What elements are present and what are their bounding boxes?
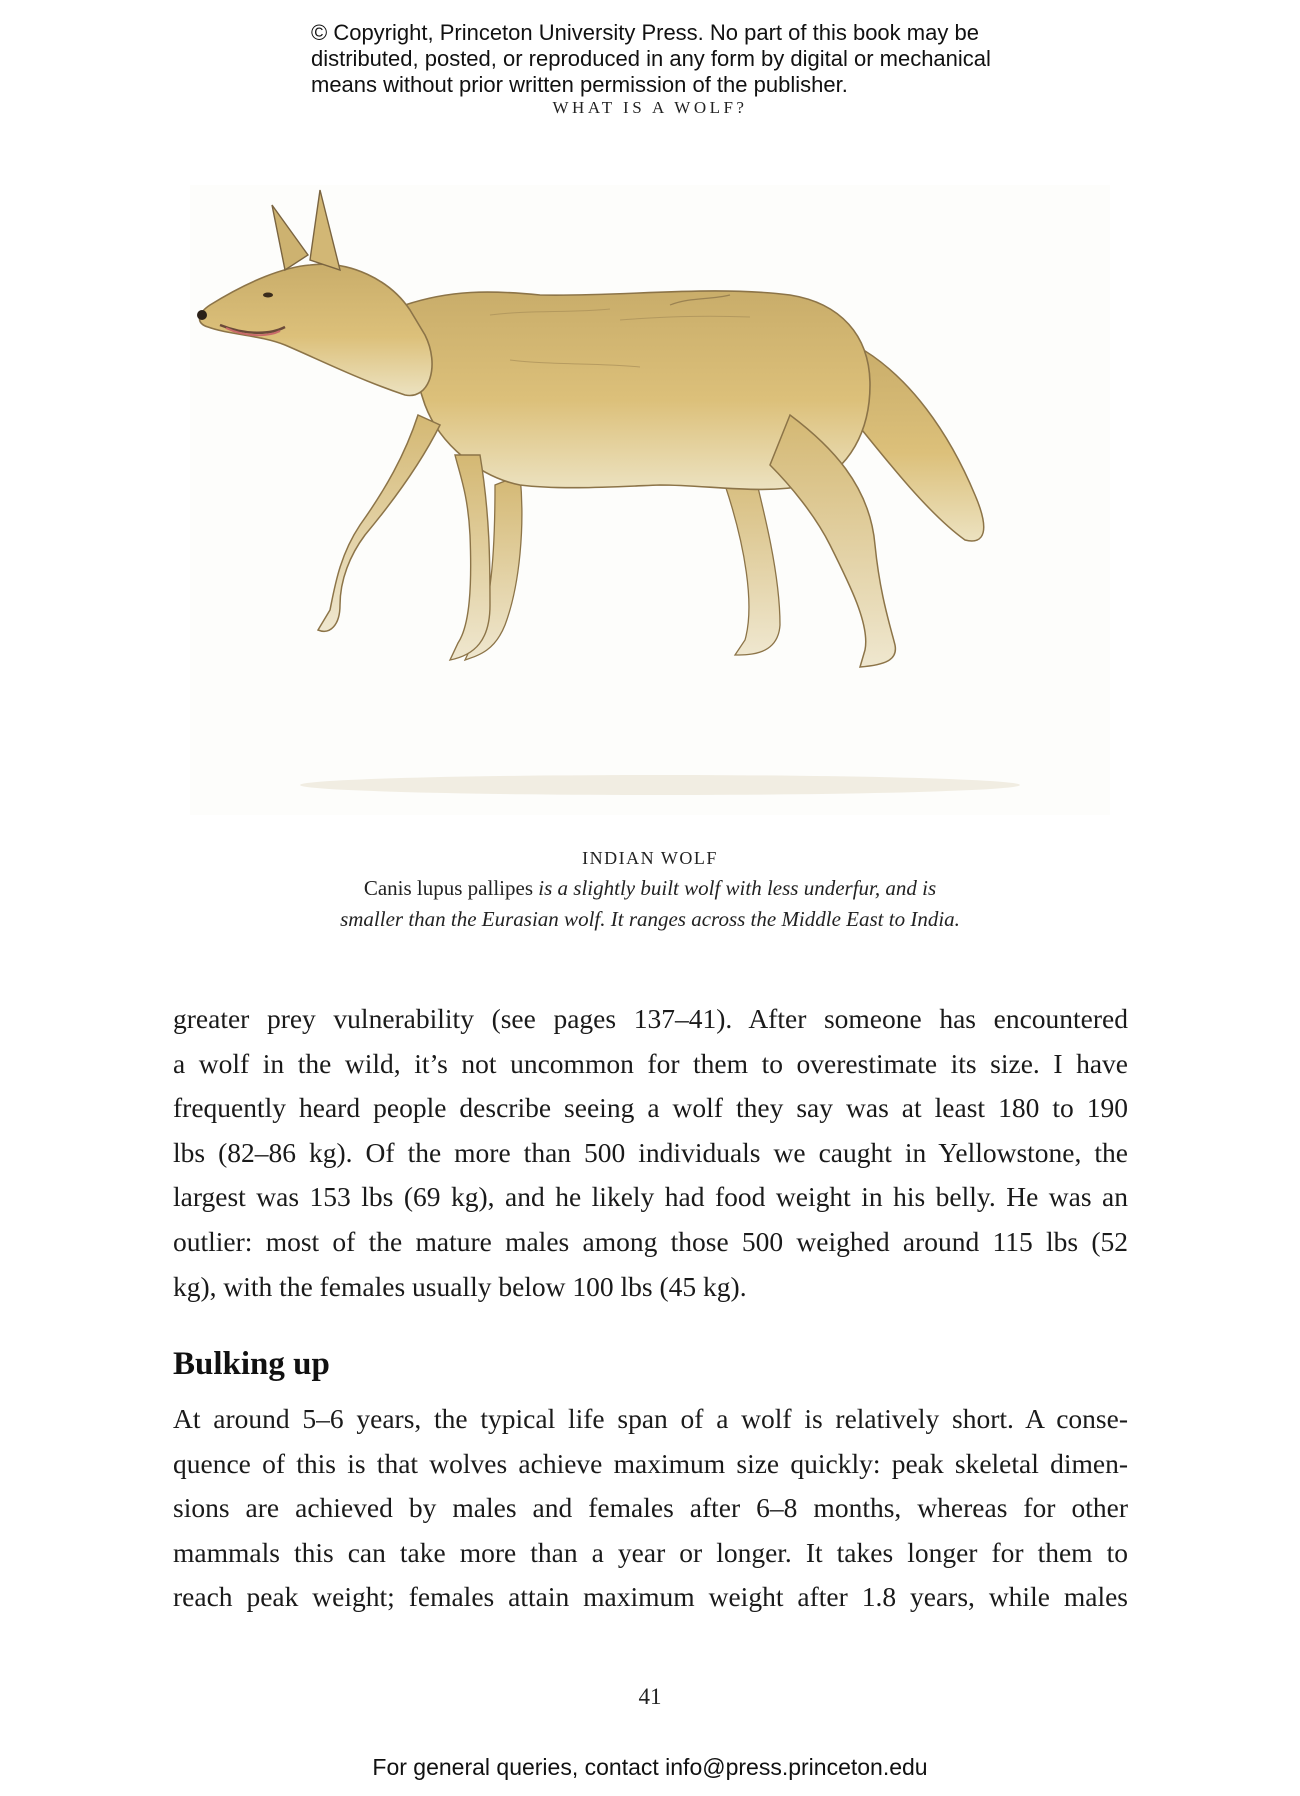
paragraph-2 bbox=[173, 1397, 1128, 1620]
paragraph-line: At around 5–6 years, the typical life span of a wolf is relatively short. A conse- bbox=[173, 1403, 1128, 1434]
paragraph-line: reach peak weight; females attain maximum weight after 1.8 years, while males bbox=[173, 1581, 1128, 1613]
caption-text: is a slightly built wolf with less underfur, and is bbox=[533, 876, 937, 900]
paragraph-line: largest was 153 lbs (69 kg), and he likely had food weight in his belly. He was an bbox=[173, 1181, 1128, 1213]
copyright-notice bbox=[311, 20, 1071, 98]
page-number: 41 bbox=[638, 1684, 662, 1709]
copyright-line: distributed, posted, or reproduced in any form by digital or mechanical bbox=[311, 46, 991, 71]
wolf-illustration bbox=[190, 185, 1110, 815]
paragraph-line: mammals this can take more than a year or longer. It takes longer for them to bbox=[173, 1536, 1128, 1568]
wolf-drawing bbox=[190, 185, 1110, 815]
paragraph-line: frequently heard people describe seeing a wolf they say was at least 180 to 190 bbox=[173, 1092, 1128, 1124]
paragraph-line: sions are achieved by males and females after 6–8 months, whereas for other bbox=[173, 1492, 1128, 1524]
copyright-line: © Copyright, Princeton University Press. No part of this book may be bbox=[311, 20, 979, 45]
caption-line-1 bbox=[0, 873, 1300, 904]
footer-contact: For general queries, contact info@press.princeton.edu bbox=[372, 1754, 928, 1780]
figure-caption bbox=[0, 873, 1300, 935]
paragraph-line: greater prey vulnerability (see pages 137–41). After someone has encountered bbox=[173, 1003, 1128, 1034]
caption-title: INDIAN WOLF bbox=[582, 848, 718, 868]
caption-line-2: smaller than the Eurasian wolf. It ranges across the Middle East to India. bbox=[340, 907, 960, 931]
paragraph-line: a wolf in the wild, it’s not uncommon for them to overestimate its size. I have bbox=[173, 1047, 1128, 1079]
paragraph-line: lbs (82–86 kg). Of the more than 500 individuals we caught in Yellowstone, the bbox=[173, 1136, 1128, 1168]
species-name: Canis lupus pallipes bbox=[363, 876, 534, 900]
paragraph-line: outlier: most of the mature males among those 500 weighed around 115 lbs (52 bbox=[173, 1225, 1128, 1257]
section-heading: Bulking up bbox=[173, 1346, 330, 1382]
paragraph-line: kg), with the females usually below 100 lbs (45 kg). bbox=[173, 1270, 747, 1302]
paragraph-1 bbox=[173, 997, 1128, 1309]
copyright-line: means without prior written permission of the publisher. bbox=[311, 72, 848, 97]
paragraph-line: quence of this is that wolves achieve maximum size quickly: peak skeletal dimen- bbox=[173, 1447, 1128, 1479]
running-head: WHAT IS A WOLF? bbox=[552, 98, 748, 117]
